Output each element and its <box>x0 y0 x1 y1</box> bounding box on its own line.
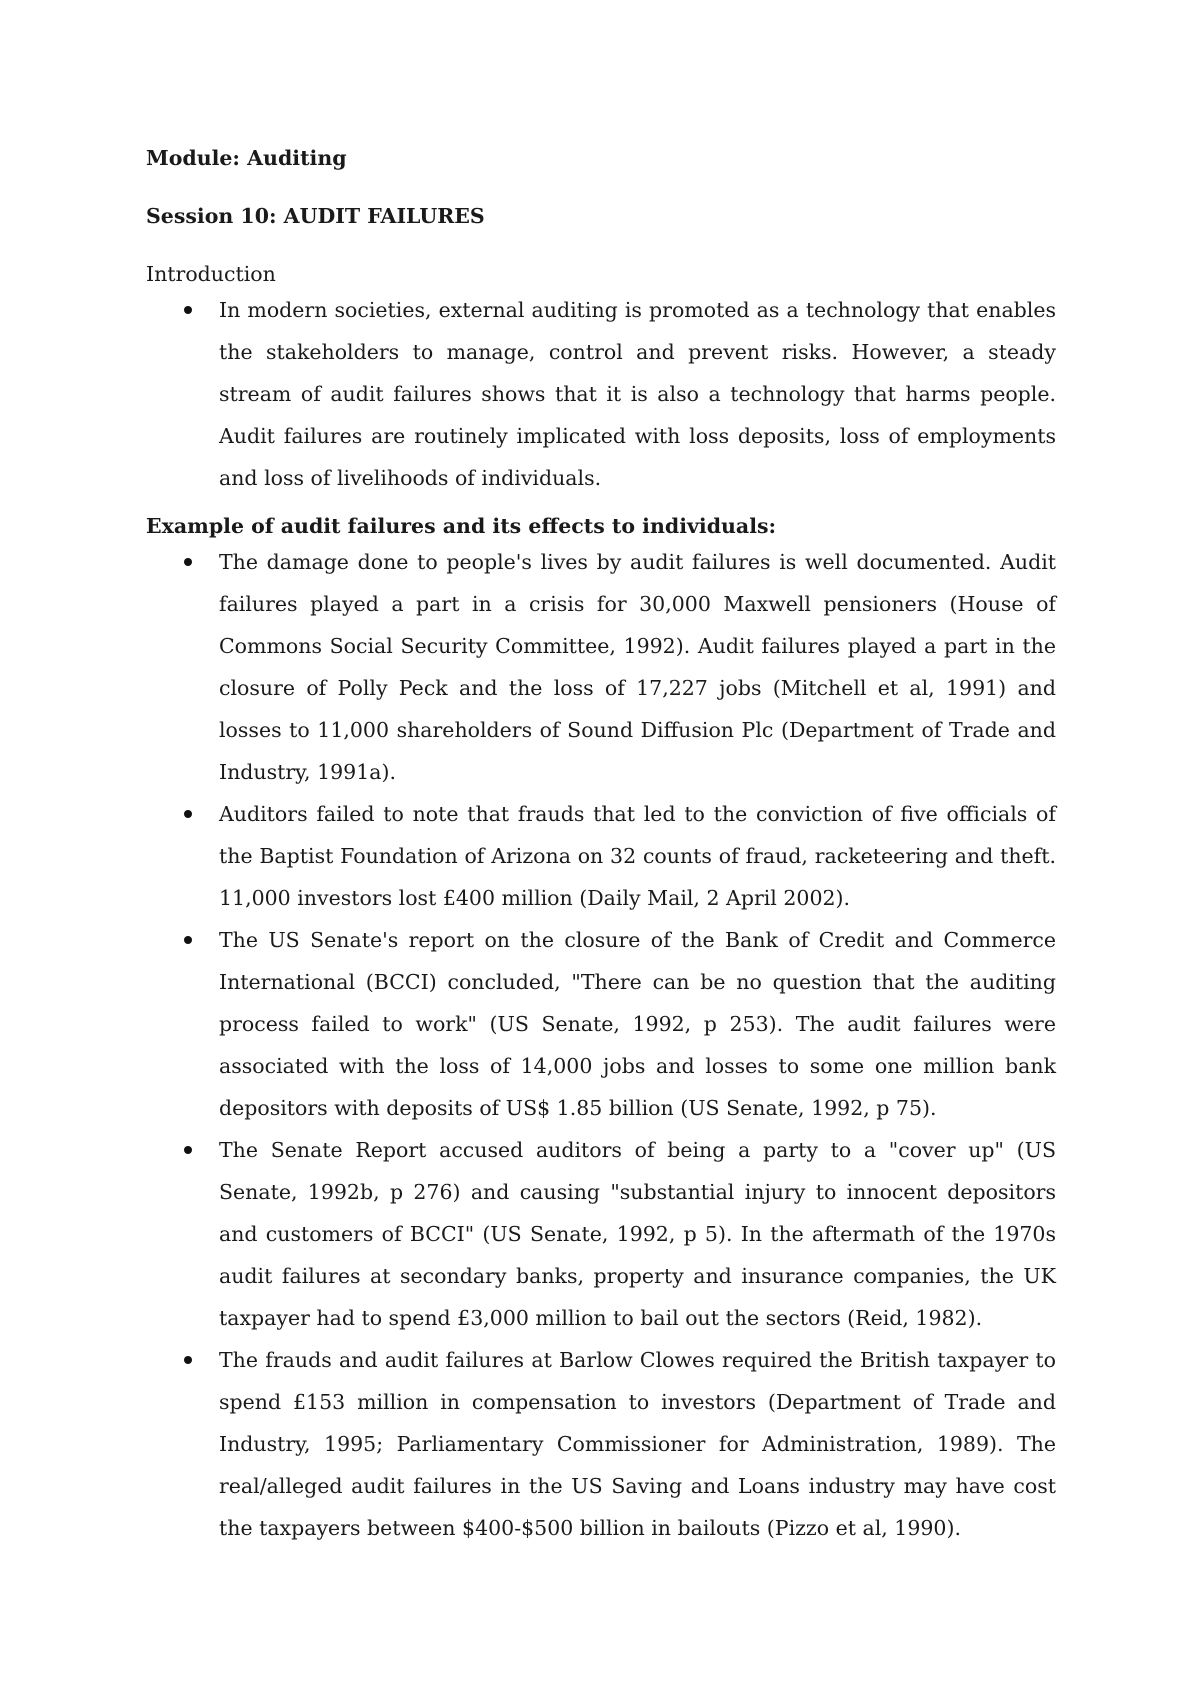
bullet-icon <box>184 810 192 818</box>
list-item-text: The damage done to people's lives by audit failures is well documented. Audit failures played a part in a crisis for 30,000 Maxwell pensioners (House of Commons Social Security Committee, 1992). Audit failures played a part in the closure of Polly Peck and the loss of 17,227 jobs (Mitchell et al, 1991) and losses to 11,000 shareholders of Sound Diffusion Plc (Department of Trade and Industry, 1991a). <box>219 550 1056 784</box>
examples-heading: Example of audit failures and its effects to individuals: <box>146 514 777 538</box>
bullet-icon <box>184 936 192 944</box>
list-item-text: Auditors failed to note that frauds that led to the conviction of five officials of the Baptist Foundation of Arizona on 32 counts of fraud, racketeering and theft. 11,000 investors lost £400 million (Daily Mail, 2 April 2002). <box>219 802 1056 910</box>
module-title: Module: Auditing <box>146 146 347 170</box>
list-item <box>146 1339 1056 1549</box>
bullet-icon <box>184 558 192 566</box>
list-item-text: In modern societies, external auditing is promoted as a technology that enables the stakeholders to manage, control and prevent risks. However, a steady stream of audit failures shows that it is also a technology that harms people. Audit failures are routinely implicated with loss deposits, loss of employments and loss of livelihoods of individuals. <box>219 298 1056 490</box>
bullet-icon <box>184 1146 192 1154</box>
session-title: Session 10: AUDIT FAILURES <box>146 204 485 228</box>
bullet-icon <box>184 306 192 314</box>
examples-bullet-list <box>146 541 1056 1549</box>
list-item-text: The Senate Report accused auditors of being a party to a "cover up" (US Senate, 1992b, p 276) and causing "substantial injury to innocent depositors and customers of BCCI" (US Senate, 1992, p 5). In the aftermath of the 1970s audit failures at secondary banks, property and insurance companies, the UK taxpayer had to spend £3,000 million to bail out the sectors (Reid, 1982). <box>219 1138 1056 1330</box>
introduction-label: Introduction <box>146 262 276 286</box>
document-page <box>146 140 1056 1549</box>
list-item <box>146 541 1056 793</box>
intro-bullet-list <box>146 289 1056 499</box>
list-item <box>146 793 1056 919</box>
list-item <box>146 1129 1056 1339</box>
list-item-text: The frauds and audit failures at Barlow Clowes required the British taxpayer to spend £153 million in compensation to investors (Department of Trade and Industry, 1995; Parliamentary Commissioner for Administration, 1989). The real/alleged audit failures in the US Saving and Loans industry may have cost the taxpayers between $400-$500 billion in bailouts (Pizzo et al, 1990). <box>219 1348 1056 1540</box>
bullet-icon <box>184 1356 192 1364</box>
list-item-text: The US Senate's report on the closure of the Bank of Credit and Commerce International (BCCI) concluded, "There can be no question that the auditing process failed to work" (US Senate, 1992, p 253). The audit failures were associated with the loss of 14,000 jobs and losses to some one million bank depositors with deposits of US$ 1.85 billion (US Senate, 1992, p 75). <box>219 928 1056 1120</box>
list-item <box>146 289 1056 499</box>
list-item <box>146 919 1056 1129</box>
